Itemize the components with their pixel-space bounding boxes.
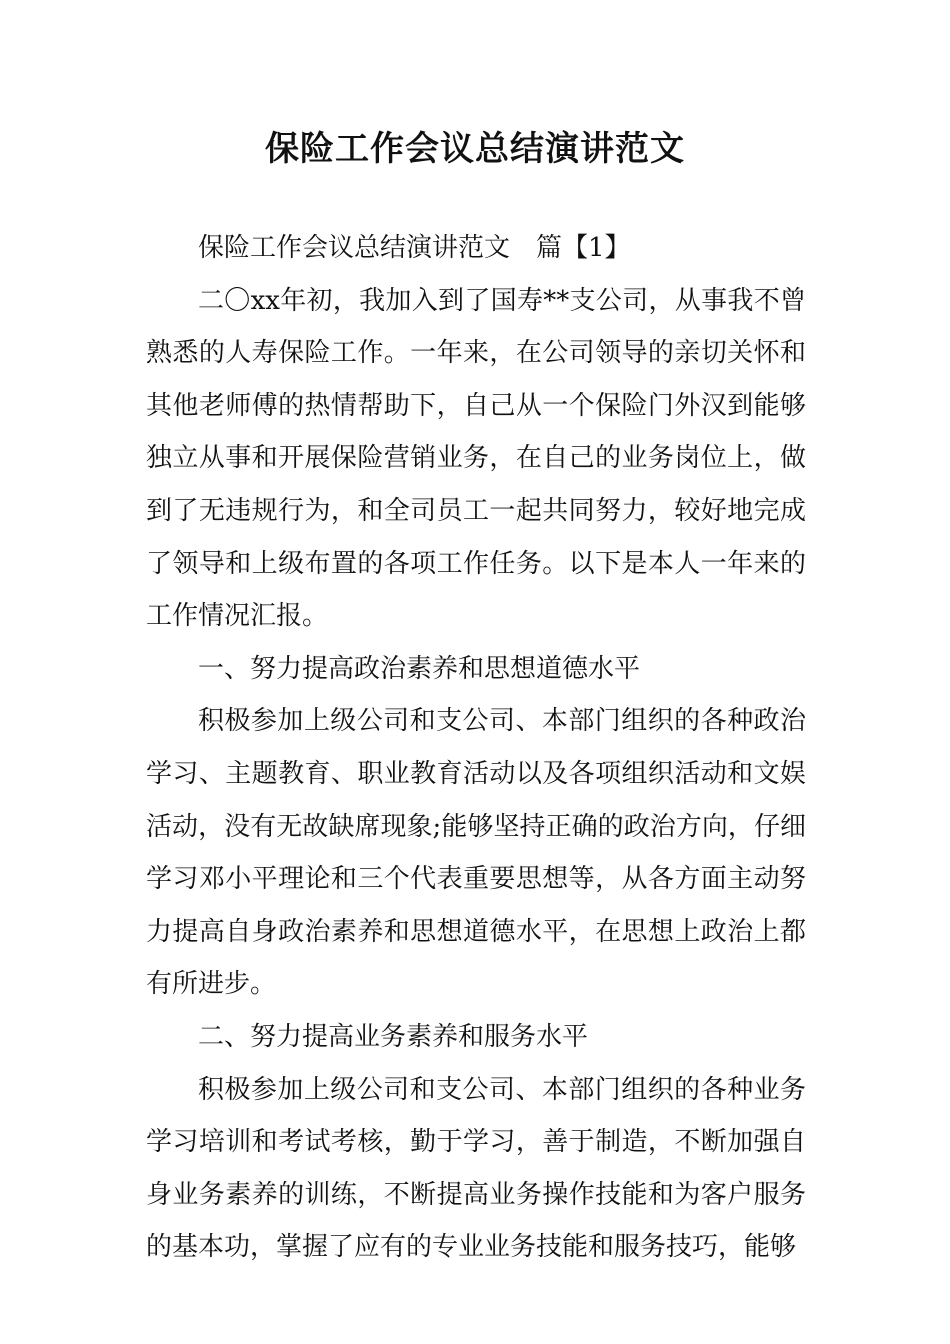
section-1-paragraph: 积极参加上级公司和支公司、本部门组织的各种政治学习、主题教育、职业教育活动以及各项组织活动和文娱活动，没有无故缺席现象;能够坚持正确的政治方向，仔细学习邓小平理论和三个代表重要思想等，从各方面主动努力提高自身政治素养和思想道德水平，在思想上政治上都有所进步。: [146, 706, 806, 1000]
document-body: [146, 222, 806, 1274]
section-heading-2: 二、努力提高业务素养和服务水平: [198, 1021, 589, 1052]
intro-paragraph: 二〇xx年初，我加入到了国寿**支公司，从事我不曾熟悉的人寿保险工作。一年来，在公司领导的亲切关怀和其他老师傅的热情帮助下，自己从一个保险门外汉到能够独立从事和开展保险营销业务，在自己的业务岗位上，做到了无违规行为，和全司员工一起共同努力，较好地完成了领导和上级布置的各项工作任务。以下是本人一年来的工作情况汇报。: [146, 285, 806, 632]
section-subtitle: 保险工作会议总结演讲范文 篇【1】: [198, 233, 631, 263]
section-heading-1: 一、努力提高政治素养和思想道德水平: [198, 653, 641, 684]
section-2-paragraph: 积极参加上级公司和支公司、本部门组织的各种业务学习培训和考试考核，勤于学习，善于制造，不断加强自身业务素养的训练，不断提高业务操作技能和为客户服务的基本功，掌握了应有的专业业务技能和服务技巧，能够: [146, 1074, 806, 1263]
document-title: 保险工作会议总结演讲范文: [265, 129, 685, 169]
